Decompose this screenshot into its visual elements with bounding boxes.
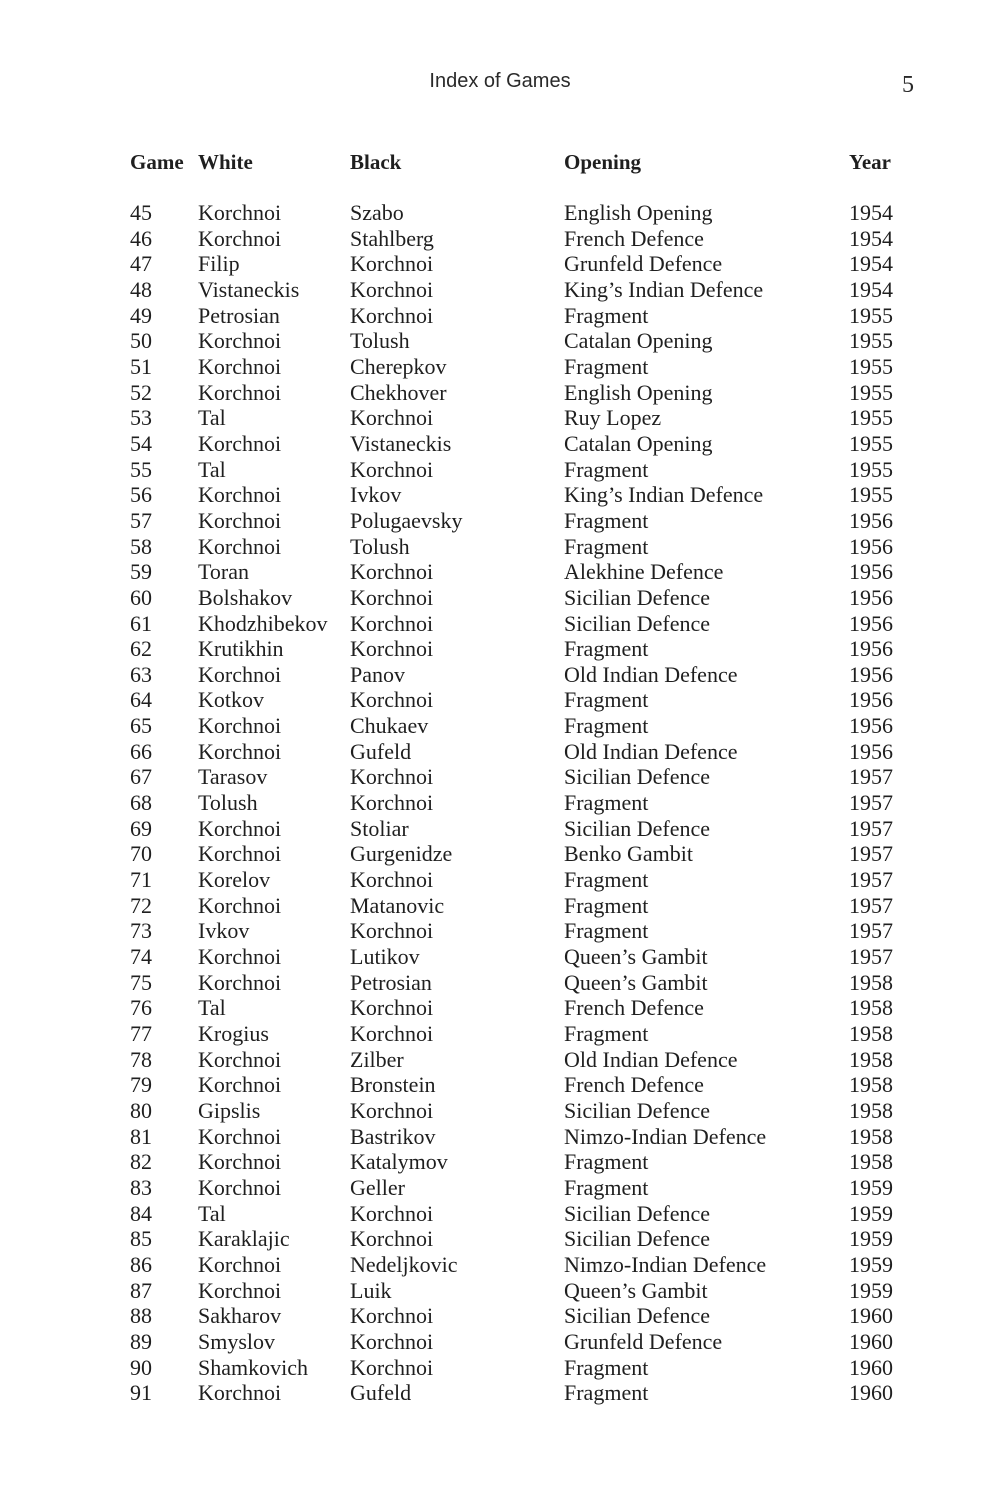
cell-opening: Fragment	[564, 636, 649, 662]
cell-year: 1955	[849, 379, 893, 405]
cell-game: 86	[130, 1251, 152, 1277]
cell-game: 60	[130, 584, 152, 610]
cell-game: 89	[130, 1328, 152, 1354]
cell-year: 1957	[849, 918, 893, 944]
cell-game: 75	[130, 969, 152, 995]
cell-game: 80	[130, 1097, 152, 1123]
cell-opening: French Defence	[564, 1072, 704, 1098]
cell-opening: Queen’s Gambit	[564, 944, 708, 970]
cell-white: Korchnoi	[198, 533, 282, 559]
cell-opening: Sicilian Defence	[564, 1226, 710, 1252]
cell-opening: Old Indian Defence	[564, 738, 738, 764]
cell-black: Korchnoi	[350, 867, 434, 893]
cell-black: Gufeld	[350, 738, 412, 764]
table-row	[130, 585, 910, 611]
cell-white: Toran	[198, 559, 249, 585]
header-opening: Opening	[564, 150, 642, 174]
cell-black: Korchnoi	[350, 276, 434, 302]
cell-year: 1956	[849, 738, 893, 764]
cell-white: Korelov	[198, 867, 271, 893]
cell-opening: Fragment	[564, 892, 649, 918]
cell-white: Tal	[198, 405, 226, 431]
cell-white: Korchnoi	[198, 815, 282, 841]
cell-black: Szabo	[350, 200, 404, 225]
cell-white: Korchnoi	[198, 892, 282, 918]
cell-game: 64	[130, 687, 152, 713]
cell-year: 1957	[849, 944, 893, 970]
table-row	[130, 1303, 910, 1329]
cell-white: Korchnoi	[198, 738, 282, 764]
cell-black: Korchnoi	[350, 764, 434, 790]
cell-white: Petrosian	[198, 302, 280, 328]
cell-year: 1958	[849, 969, 893, 995]
table-row	[130, 1124, 910, 1150]
cell-black: Zilber	[350, 1046, 404, 1072]
cell-opening: Sicilian Defence	[564, 815, 710, 841]
table-row	[130, 867, 910, 893]
cell-year: 1958	[849, 1097, 893, 1123]
cell-white: Karaklajic	[198, 1226, 290, 1252]
cell-white: Tal	[198, 456, 226, 482]
cell-opening: French Defence	[564, 225, 704, 251]
cell-white: Ivkov	[198, 918, 250, 944]
cell-year: 1957	[849, 815, 893, 841]
table-row	[130, 995, 910, 1021]
table-row	[130, 1355, 910, 1381]
cell-white: Korchnoi	[198, 379, 282, 405]
cell-white: Tolush	[198, 790, 258, 816]
cell-year: 1957	[849, 790, 893, 816]
running-head: Index of Games	[429, 70, 571, 92]
cell-game: 76	[130, 995, 152, 1021]
cell-white: Vistaneckis	[198, 276, 300, 302]
header-year: Year	[849, 150, 891, 174]
table-row	[130, 1329, 910, 1355]
cell-year: 1954	[849, 200, 893, 225]
table-row	[130, 405, 910, 431]
table-row	[130, 1175, 910, 1201]
table-row	[130, 841, 910, 867]
cell-game: 79	[130, 1072, 152, 1098]
cell-black: Korchnoi	[350, 1097, 434, 1123]
header-white: White	[198, 150, 253, 174]
cell-year: 1955	[849, 405, 893, 431]
cell-year: 1958	[849, 995, 893, 1021]
cell-game: 70	[130, 841, 152, 867]
table-row	[130, 431, 910, 457]
cell-black: Korchnoi	[350, 559, 434, 585]
cell-year: 1955	[849, 328, 893, 354]
cell-black: Korchnoi	[350, 405, 434, 431]
cell-year: 1957	[849, 764, 893, 790]
cell-opening: Fragment	[564, 302, 649, 328]
table-row	[130, 1278, 910, 1304]
cell-year: 1955	[849, 353, 893, 379]
cell-year: 1956	[849, 687, 893, 713]
cell-white: Korchnoi	[198, 225, 282, 251]
cell-year: 1954	[849, 251, 893, 277]
cell-opening: Alekhine Defence	[564, 559, 724, 585]
table-row	[130, 277, 910, 303]
cell-year: 1956	[849, 533, 893, 559]
header-game: Game	[130, 150, 184, 174]
cell-black: Korchnoi	[350, 251, 434, 277]
table-row	[130, 226, 910, 252]
cell-black: Korchnoi	[350, 1200, 434, 1226]
cell-year: 1955	[849, 302, 893, 328]
cell-year: 1955	[849, 430, 893, 456]
cell-game: 85	[130, 1226, 152, 1252]
cell-game: 82	[130, 1149, 152, 1175]
cell-black: Tolush	[350, 328, 410, 354]
cell-year: 1959	[849, 1226, 893, 1252]
table-row	[130, 534, 910, 560]
cell-opening: Fragment	[564, 353, 649, 379]
header-black: Black	[350, 150, 402, 174]
cell-year: 1954	[849, 276, 893, 302]
cell-opening: Fragment	[564, 1354, 649, 1380]
cell-game: 52	[130, 379, 152, 405]
cell-year: 1958	[849, 1149, 893, 1175]
table-row	[130, 1380, 910, 1406]
cell-year: 1959	[849, 1200, 893, 1226]
cell-white: Korchnoi	[198, 328, 282, 354]
cell-game: 90	[130, 1354, 152, 1380]
table-row	[130, 944, 910, 970]
cell-year: 1958	[849, 1021, 893, 1046]
cell-black: Gurgenidze	[350, 841, 453, 867]
table-row	[130, 328, 910, 354]
cell-black: Korchnoi	[350, 584, 434, 610]
cell-white: Korchnoi	[198, 1277, 282, 1303]
cell-year: 1956	[849, 713, 893, 739]
cell-black: Korchnoi	[350, 918, 434, 944]
cell-black: Geller	[350, 1174, 405, 1200]
cell-opening: Fragment	[564, 507, 649, 533]
cell-opening: Sicilian Defence	[564, 764, 710, 790]
cell-opening: Sicilian Defence	[564, 584, 710, 610]
cell-game: 53	[130, 405, 152, 431]
cell-game: 81	[130, 1123, 152, 1149]
cell-game: 48	[130, 276, 152, 302]
cell-opening: Nimzo-Indian Defence	[564, 1123, 767, 1149]
cell-opening: English Opening	[564, 379, 713, 405]
table-row	[130, 1149, 910, 1175]
cell-white: Filip	[198, 251, 240, 277]
cell-white: Korchnoi	[198, 1123, 282, 1149]
table-row	[130, 508, 910, 534]
cell-year: 1956	[849, 559, 893, 585]
cell-year: 1957	[849, 867, 893, 893]
cell-black: Korchnoi	[350, 636, 434, 662]
cell-white: Korchnoi	[198, 353, 282, 379]
cell-opening: Fragment	[564, 1149, 649, 1175]
cell-year: 1959	[849, 1174, 893, 1200]
cell-opening: French Defence	[564, 995, 704, 1021]
cell-year: 1960	[849, 1303, 893, 1329]
table-row	[130, 636, 910, 662]
cell-black: Korchnoi	[350, 456, 434, 482]
cell-black: Gufeld	[350, 1380, 412, 1406]
cell-black: Cherepkov	[350, 353, 447, 379]
cell-year: 1956	[849, 584, 893, 610]
cell-white: Tal	[198, 1200, 226, 1226]
cell-year: 1956	[849, 636, 893, 662]
table-row	[130, 457, 910, 483]
cell-black: Korchnoi	[350, 995, 434, 1021]
cell-black: Lutikov	[350, 944, 420, 970]
cell-year: 1960	[849, 1380, 893, 1406]
table-row	[130, 380, 910, 406]
cell-game: 59	[130, 559, 152, 585]
cell-white: Korchnoi	[198, 1072, 282, 1098]
cell-black: Panov	[350, 661, 405, 687]
cell-white: Smyslov	[198, 1328, 276, 1354]
cell-black: Korchnoi	[350, 610, 434, 636]
cell-game: 88	[130, 1303, 152, 1329]
cell-game: 71	[130, 867, 152, 893]
cell-white: Korchnoi	[198, 1149, 282, 1175]
cell-game: 67	[130, 764, 152, 790]
cell-white: Korchnoi	[198, 1174, 282, 1200]
cell-game: 69	[130, 815, 152, 841]
cell-year: 1958	[849, 1123, 893, 1149]
cell-year: 1957	[849, 841, 893, 867]
cell-black: Stoliar	[350, 815, 409, 841]
cell-opening: Fragment	[564, 1021, 649, 1046]
cell-opening: English Opening	[564, 200, 713, 225]
cell-black: Korchnoi	[350, 1021, 434, 1046]
cell-game: 91	[130, 1380, 152, 1406]
cell-year: 1955	[849, 482, 893, 508]
table-row	[130, 1047, 910, 1073]
cell-black: Vistaneckis	[350, 430, 452, 456]
cell-game: 73	[130, 918, 152, 944]
cell-black: Stahlberg	[350, 225, 434, 251]
cell-year: 1956	[849, 610, 893, 636]
cell-game: 77	[130, 1021, 152, 1046]
table-row	[130, 611, 910, 637]
cell-black: Polugaevsky	[350, 507, 463, 533]
cell-opening: Sicilian Defence	[564, 1303, 710, 1329]
table-row	[130, 482, 910, 508]
cell-year: 1960	[849, 1354, 893, 1380]
cell-black: Tolush	[350, 533, 410, 559]
cell-opening: Catalan Opening	[564, 430, 713, 456]
table-row	[130, 559, 910, 585]
cell-white: Korchnoi	[198, 944, 282, 970]
cell-year: 1956	[849, 507, 893, 533]
table-row	[130, 713, 910, 739]
cell-opening: Benko Gambit	[564, 841, 693, 867]
cell-year: 1958	[849, 1072, 893, 1098]
cell-opening: Ruy Lopez	[564, 405, 662, 431]
cell-game: 62	[130, 636, 152, 662]
cell-game: 47	[130, 251, 152, 277]
cell-opening: Sicilian Defence	[564, 610, 710, 636]
table-row	[130, 1252, 910, 1278]
cell-white: Shamkovich	[198, 1354, 308, 1380]
table-row	[130, 200, 910, 226]
table-row	[130, 893, 910, 919]
cell-black: Korchnoi	[350, 1303, 434, 1329]
cell-white: Korchnoi	[198, 841, 282, 867]
cell-year: 1959	[849, 1251, 893, 1277]
cell-opening: Catalan Opening	[564, 328, 713, 354]
cell-opening: Fragment	[564, 713, 649, 739]
cell-black: Luik	[350, 1277, 392, 1303]
cell-game: 55	[130, 456, 152, 482]
cell-white: Korchnoi	[198, 1380, 282, 1406]
cell-year: 1956	[849, 661, 893, 687]
cell-opening: Fragment	[564, 456, 649, 482]
cell-black: Korchnoi	[350, 1226, 434, 1252]
cell-black: Petrosian	[350, 969, 432, 995]
table-row	[130, 764, 910, 790]
cell-white: Korchnoi	[198, 200, 282, 225]
table-row	[130, 970, 910, 996]
cell-white: Krogius	[198, 1021, 269, 1046]
page-number: 5	[902, 72, 914, 98]
cell-game: 57	[130, 507, 152, 533]
cell-black: Chukaev	[350, 713, 429, 739]
table-row	[130, 1226, 910, 1252]
cell-white: Korchnoi	[198, 507, 282, 533]
table-row	[130, 790, 910, 816]
cell-opening: Fragment	[564, 1174, 649, 1200]
cell-game: 49	[130, 302, 152, 328]
cell-white: Korchnoi	[198, 713, 282, 739]
cell-opening: Fragment	[564, 790, 649, 816]
cell-game: 65	[130, 713, 152, 739]
cell-game: 83	[130, 1174, 152, 1200]
cell-opening: Grunfeld Defence	[564, 1328, 723, 1354]
cell-opening: Fragment	[564, 1380, 649, 1406]
table-row	[130, 1021, 910, 1047]
cell-white: Korchnoi	[198, 969, 282, 995]
cell-black: Korchnoi	[350, 687, 434, 713]
cell-game: 66	[130, 738, 152, 764]
cell-white: Tarasov	[198, 764, 268, 790]
cell-game: 51	[130, 353, 152, 379]
table-row	[130, 816, 910, 842]
cell-white: Krutikhin	[198, 636, 284, 662]
cell-opening: Queen’s Gambit	[564, 969, 708, 995]
table-row	[130, 303, 910, 329]
table-row	[130, 918, 910, 944]
table-header-row	[130, 146, 910, 178]
cell-white: Sakharov	[198, 1303, 282, 1329]
cell-black: Korchnoi	[350, 302, 434, 328]
cell-opening: Sicilian Defence	[564, 1097, 710, 1123]
cell-opening: Fragment	[564, 867, 649, 893]
cell-opening: King’s Indian Defence	[564, 482, 764, 508]
cell-year: 1959	[849, 1277, 893, 1303]
cell-game: 74	[130, 944, 152, 970]
cell-game: 87	[130, 1277, 152, 1303]
cell-game: 61	[130, 610, 152, 636]
cell-opening: Nimzo-Indian Defence	[564, 1251, 767, 1277]
cell-black: Bastrikov	[350, 1123, 436, 1149]
cell-opening: King’s Indian Defence	[564, 276, 764, 302]
cell-year: 1960	[849, 1328, 893, 1354]
cell-game: 72	[130, 892, 152, 918]
cell-game: 50	[130, 328, 152, 354]
cell-white: Gipslis	[198, 1097, 261, 1123]
cell-year: 1955	[849, 456, 893, 482]
cell-game: 46	[130, 225, 152, 251]
cell-opening: Old Indian Defence	[564, 661, 738, 687]
cell-black: Nedeljkovic	[350, 1251, 458, 1277]
cell-black: Korchnoi	[350, 790, 434, 816]
cell-white: Bolshakov	[198, 584, 293, 610]
table-row	[130, 662, 910, 688]
cell-black: Katalymov	[350, 1149, 448, 1175]
cell-opening: Sicilian Defence	[564, 1200, 710, 1226]
cell-black: Korchnoi	[350, 1328, 434, 1354]
cell-black: Bronstein	[350, 1072, 436, 1098]
cell-white: Korchnoi	[198, 661, 282, 687]
cell-year: 1958	[849, 1046, 893, 1072]
cell-game: 58	[130, 533, 152, 559]
cell-game: 68	[130, 790, 152, 816]
cell-white: Korchnoi	[198, 1251, 282, 1277]
cell-white: Korchnoi	[198, 430, 282, 456]
table-row	[130, 1098, 910, 1124]
cell-game: 63	[130, 661, 152, 687]
cell-game: 56	[130, 482, 152, 508]
cell-black: Matanovic	[350, 892, 445, 918]
table-row	[130, 1072, 910, 1098]
cell-black: Chekhover	[350, 379, 447, 405]
games-index-table	[130, 146, 910, 1406]
cell-white: Korchnoi	[198, 1046, 282, 1072]
cell-game: 78	[130, 1046, 152, 1072]
cell-opening: Grunfeld Defence	[564, 251, 723, 277]
cell-year: 1954	[849, 225, 893, 251]
cell-black: Ivkov	[350, 482, 402, 508]
table-row	[130, 354, 910, 380]
table-row	[130, 1201, 910, 1227]
cell-white: Korchnoi	[198, 482, 282, 508]
cell-opening: Fragment	[564, 918, 649, 944]
cell-game: 84	[130, 1200, 152, 1226]
cell-opening: Fragment	[564, 533, 649, 559]
table-row	[130, 251, 910, 277]
table-body	[130, 200, 910, 1406]
cell-game: 45	[130, 200, 152, 225]
table-row	[130, 739, 910, 765]
cell-opening: Old Indian Defence	[564, 1046, 738, 1072]
cell-opening: Queen’s Gambit	[564, 1277, 708, 1303]
cell-white: Khodzhibekov	[198, 610, 328, 636]
table-row	[130, 687, 910, 713]
cell-white: Tal	[198, 995, 226, 1021]
cell-year: 1957	[849, 892, 893, 918]
cell-white: Kotkov	[198, 687, 264, 713]
cell-game: 54	[130, 430, 152, 456]
cell-black: Korchnoi	[350, 1354, 434, 1380]
cell-opening: Fragment	[564, 687, 649, 713]
